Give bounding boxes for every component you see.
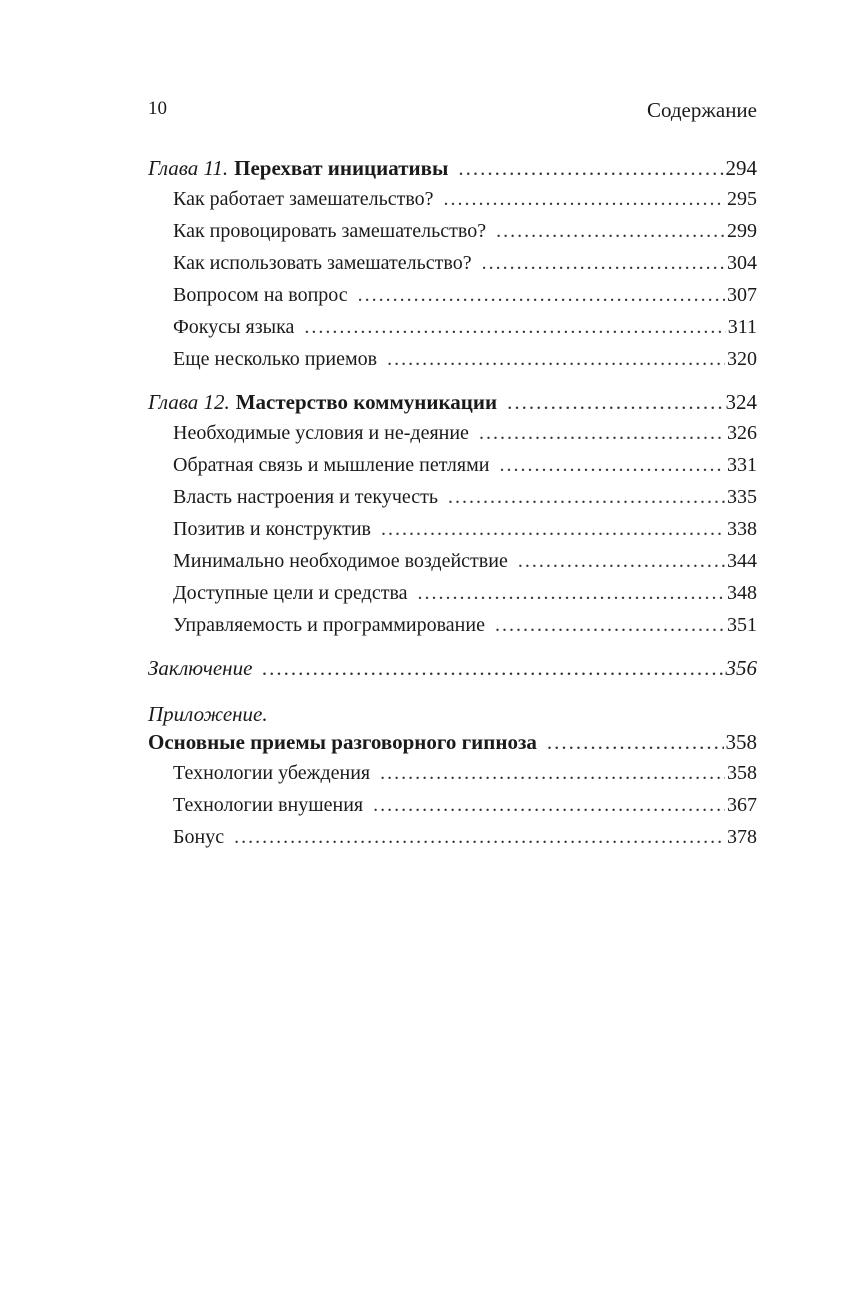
- page-ref: 338: [727, 518, 757, 540]
- toc-entry: [148, 826, 757, 858]
- entry-title: Еще несколько приемов: [173, 348, 378, 370]
- chapter-title: Мастерство коммуникации: [235, 390, 498, 414]
- page-ref: 299: [727, 220, 757, 242]
- page-ref: 324: [725, 390, 757, 414]
- dot-leader: [387, 348, 725, 371]
- toc-entry: [148, 794, 757, 826]
- toc-entry: [148, 316, 757, 348]
- toc-entry: [148, 550, 757, 582]
- chapter-label: Глава 11.: [148, 156, 229, 180]
- chapter-title: Перехват инициативы: [234, 156, 449, 180]
- dot-leader: [304, 316, 725, 339]
- dot-leader: [495, 614, 725, 637]
- page-ref: 335: [727, 486, 757, 508]
- page-ref: 356: [725, 656, 757, 680]
- page-ref: 348: [727, 582, 757, 604]
- dot-leader: [262, 656, 723, 681]
- toc-chapter-12: [148, 390, 757, 422]
- page-ref: 295: [727, 188, 757, 210]
- appendix-title: Основные приемы разговорного гипноза: [148, 730, 537, 754]
- toc-entry: [148, 188, 757, 220]
- page-ref: 367: [727, 794, 757, 816]
- entry-title: Управляемость и программирование: [173, 614, 485, 636]
- entry-title: Как работает замешательство?: [173, 188, 434, 210]
- dot-leader: [448, 486, 725, 509]
- appendix-label: Приложение.: [148, 702, 268, 726]
- toc-entry: [148, 348, 757, 380]
- dot-leader: [418, 582, 725, 605]
- page-ref: 304: [727, 252, 757, 274]
- dot-leader: [380, 762, 725, 785]
- page-ref: 307: [727, 284, 757, 306]
- page-number: 10: [148, 98, 167, 119]
- table-of-contents: [148, 156, 757, 858]
- entry-title: Бонус: [173, 826, 225, 848]
- dot-leader: [479, 422, 725, 445]
- entry-title: Заключение: [148, 656, 253, 680]
- entry-title: Необходимые условия и не-деяние: [173, 422, 469, 444]
- dot-leader: [444, 188, 725, 211]
- entry-title: Власть настроения и текучесть: [173, 486, 439, 508]
- toc-entry: [148, 454, 757, 486]
- entry-title: Доступные цели и средства: [173, 582, 408, 604]
- toc-conclusion: [148, 656, 757, 688]
- toc-entry: [148, 220, 757, 252]
- page-ref: 378: [727, 826, 757, 848]
- page-ref: 351: [727, 614, 757, 636]
- entry-title: Как провоцировать замешательство?: [173, 220, 487, 242]
- toc-chapter-11: [148, 156, 757, 188]
- entry-title: Обратная связь и мышление петлями: [173, 454, 490, 476]
- page-ref: 344: [727, 550, 757, 572]
- toc-entry: [148, 422, 757, 454]
- dot-leader: [358, 284, 725, 307]
- page-ref: 320: [727, 348, 757, 370]
- dot-leader: [499, 454, 725, 477]
- toc-entry: [148, 486, 757, 518]
- dot-leader: [482, 252, 725, 275]
- dot-leader: [507, 390, 723, 415]
- dot-leader: [547, 730, 724, 755]
- dot-leader: [373, 794, 725, 817]
- dot-leader: [381, 518, 725, 541]
- running-head: Содержание: [646, 98, 757, 122]
- entry-title: Позитив и конструктив: [173, 518, 371, 540]
- entry-title: Фокусы языка: [173, 316, 295, 338]
- page-ref: 326: [727, 422, 757, 444]
- entry-title: Технологии убеждения: [173, 762, 371, 784]
- toc-entry: [148, 762, 757, 794]
- page-ref: 358: [725, 730, 757, 754]
- entry-title: Вопросом на вопрос: [173, 284, 348, 306]
- dot-leader: [518, 550, 725, 573]
- toc-entry: [148, 284, 757, 316]
- toc-appendix: [148, 730, 757, 762]
- toc-entry: [148, 614, 757, 646]
- dot-leader: [458, 156, 723, 181]
- toc-entry: [148, 518, 757, 550]
- dot-leader: [234, 826, 725, 849]
- chapter-label: Глава 12.: [148, 390, 230, 414]
- page-ref: 331: [727, 454, 757, 476]
- toc-entry: [148, 252, 757, 284]
- dot-leader: [496, 220, 725, 243]
- page-ref: 358: [727, 762, 757, 784]
- page-ref: 311: [727, 316, 757, 338]
- toc-entry: [148, 582, 757, 614]
- entry-title: Минимально необходимое воздействие: [173, 550, 508, 572]
- page-ref: 294: [725, 156, 757, 180]
- entry-title: Технологии внушения: [173, 794, 364, 816]
- entry-title: Как использовать замешательство?: [173, 252, 472, 274]
